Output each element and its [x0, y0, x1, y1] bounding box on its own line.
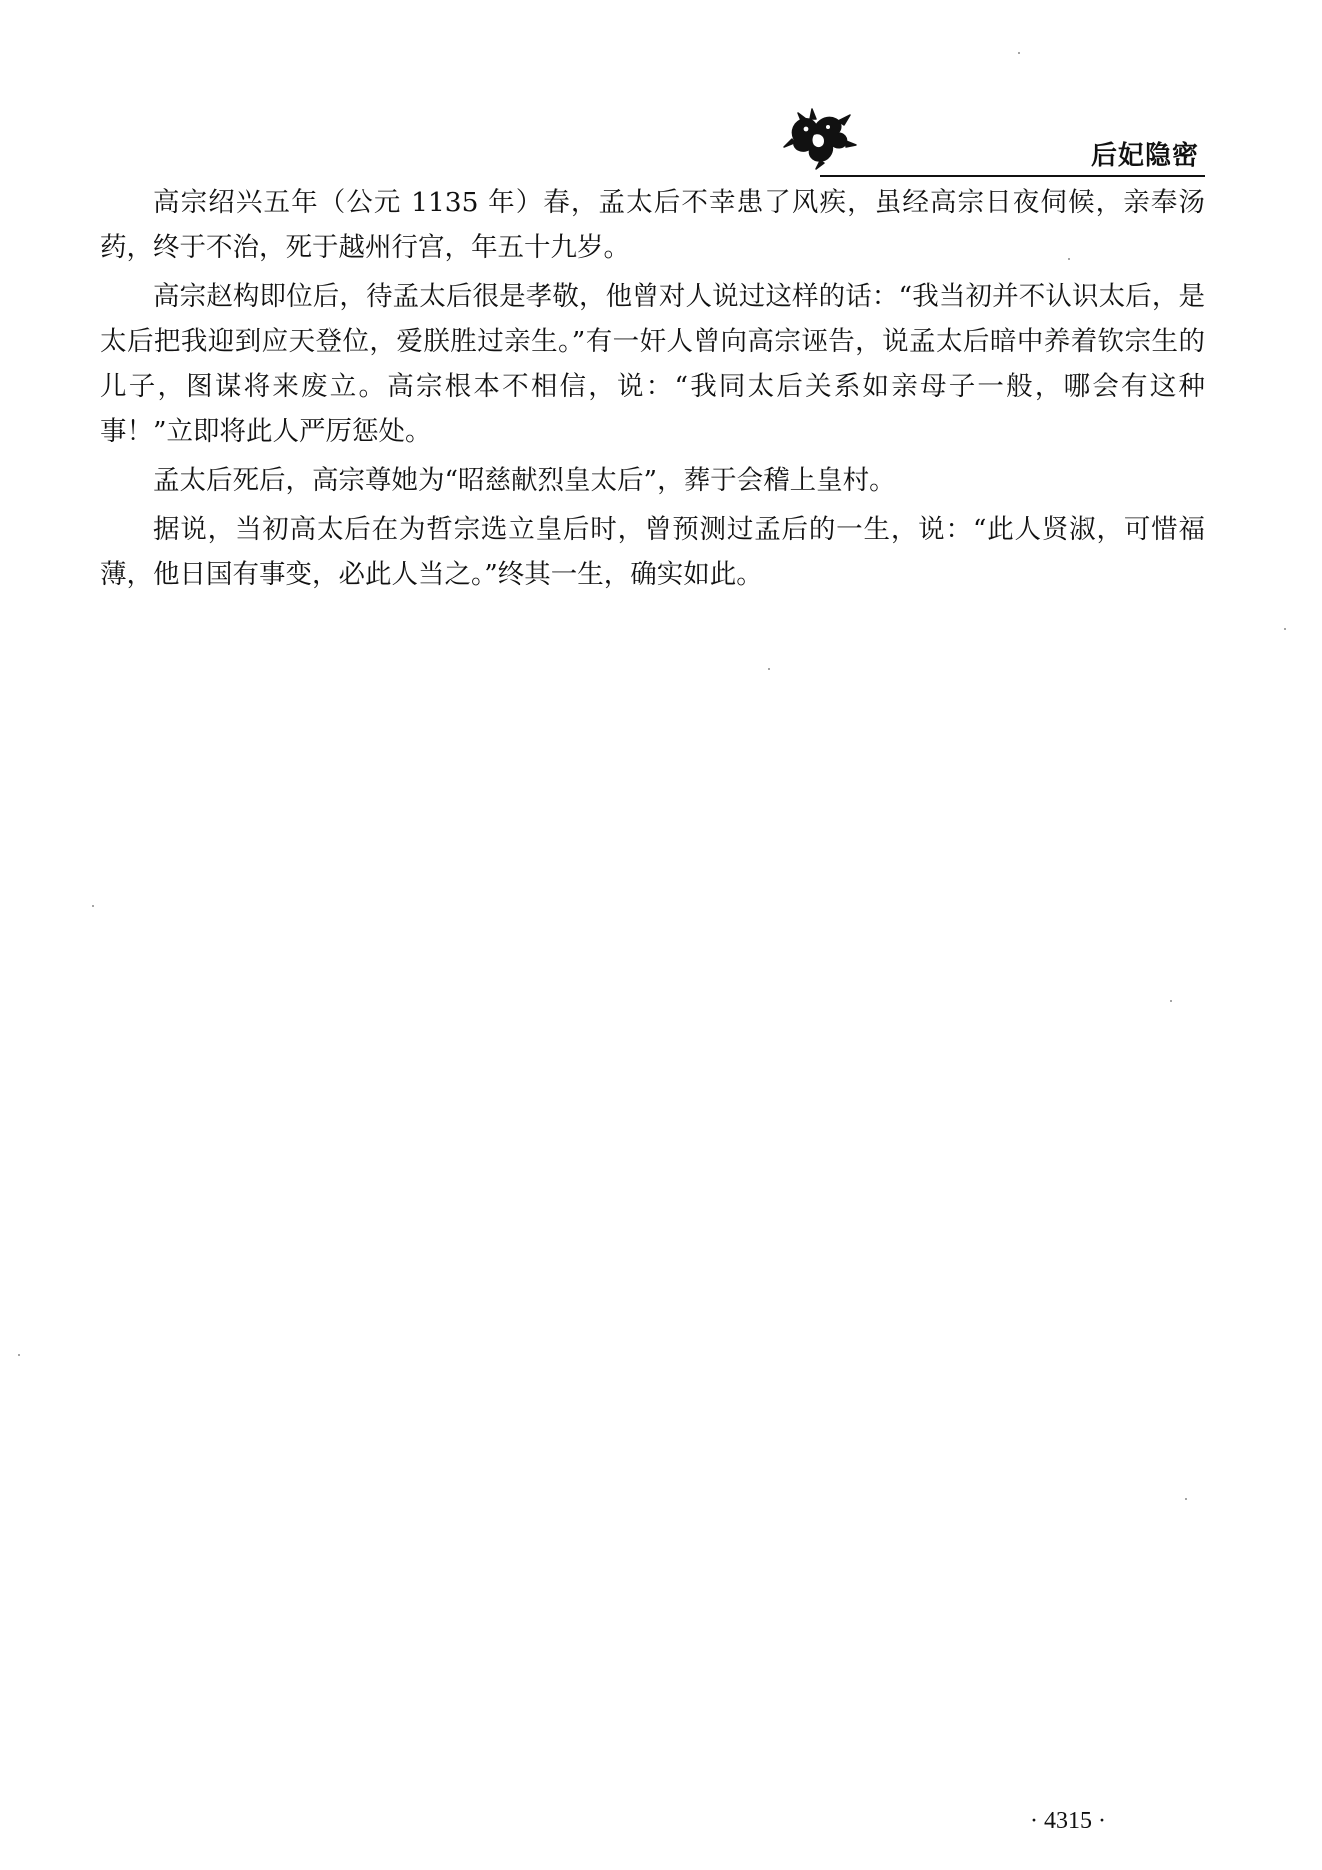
scan-speck: [1068, 258, 1070, 260]
scan-speck: [1284, 628, 1286, 630]
scan-speck: [1185, 1498, 1187, 1500]
header-divider: [820, 175, 1205, 177]
paragraph: 高宗绍兴五年（公元 1135 年）春，孟太后不幸患了风疾，虽经高宗日夜伺候，亲奉汤药，终于不治，死于越州行宫，年五十九岁。: [100, 187, 1205, 263]
page-number: · 4315 ·: [1030, 1808, 1106, 1834]
scan-speck: [768, 668, 770, 670]
paragraph: 孟太后死后，高宗尊她为“昭慈献烈皇太后”，葬于会稽上皇村。: [153, 465, 896, 496]
scan-speck: [1018, 52, 1020, 54]
paragraph: 高宗赵构即位后，待孟太后很是孝敬，他曾对人说过这样的话：“我当初并不认识太后，是太后把我迎到应天登位，爱朕胜过亲生。”有一奸人曾向高宗诬告，说孟太后暗中养着钦宗生的儿子，图谋将来废立。高宗根本不相信，说：“我同太后关系如亲母子一般，哪会有这种事！”立即将此人严厉惩处。: [100, 281, 1205, 447]
scan-speck: [1170, 1000, 1172, 1002]
scan-speck: [92, 905, 94, 907]
paragraph: 据说，当初高太后在为哲宗选立皇后时，曾预测过孟后的一生，说：“此人贤淑，可惜福薄，他日国有事变，必此人当之。”终其一生，确实如此。: [100, 514, 1205, 590]
scan-speck: [18, 1354, 20, 1356]
body-text: [100, 180, 1205, 601]
dragon-emblem-icon: [780, 105, 858, 171]
section-title: 后妃隐密: [1090, 141, 1199, 171]
running-header: [780, 105, 1205, 175]
